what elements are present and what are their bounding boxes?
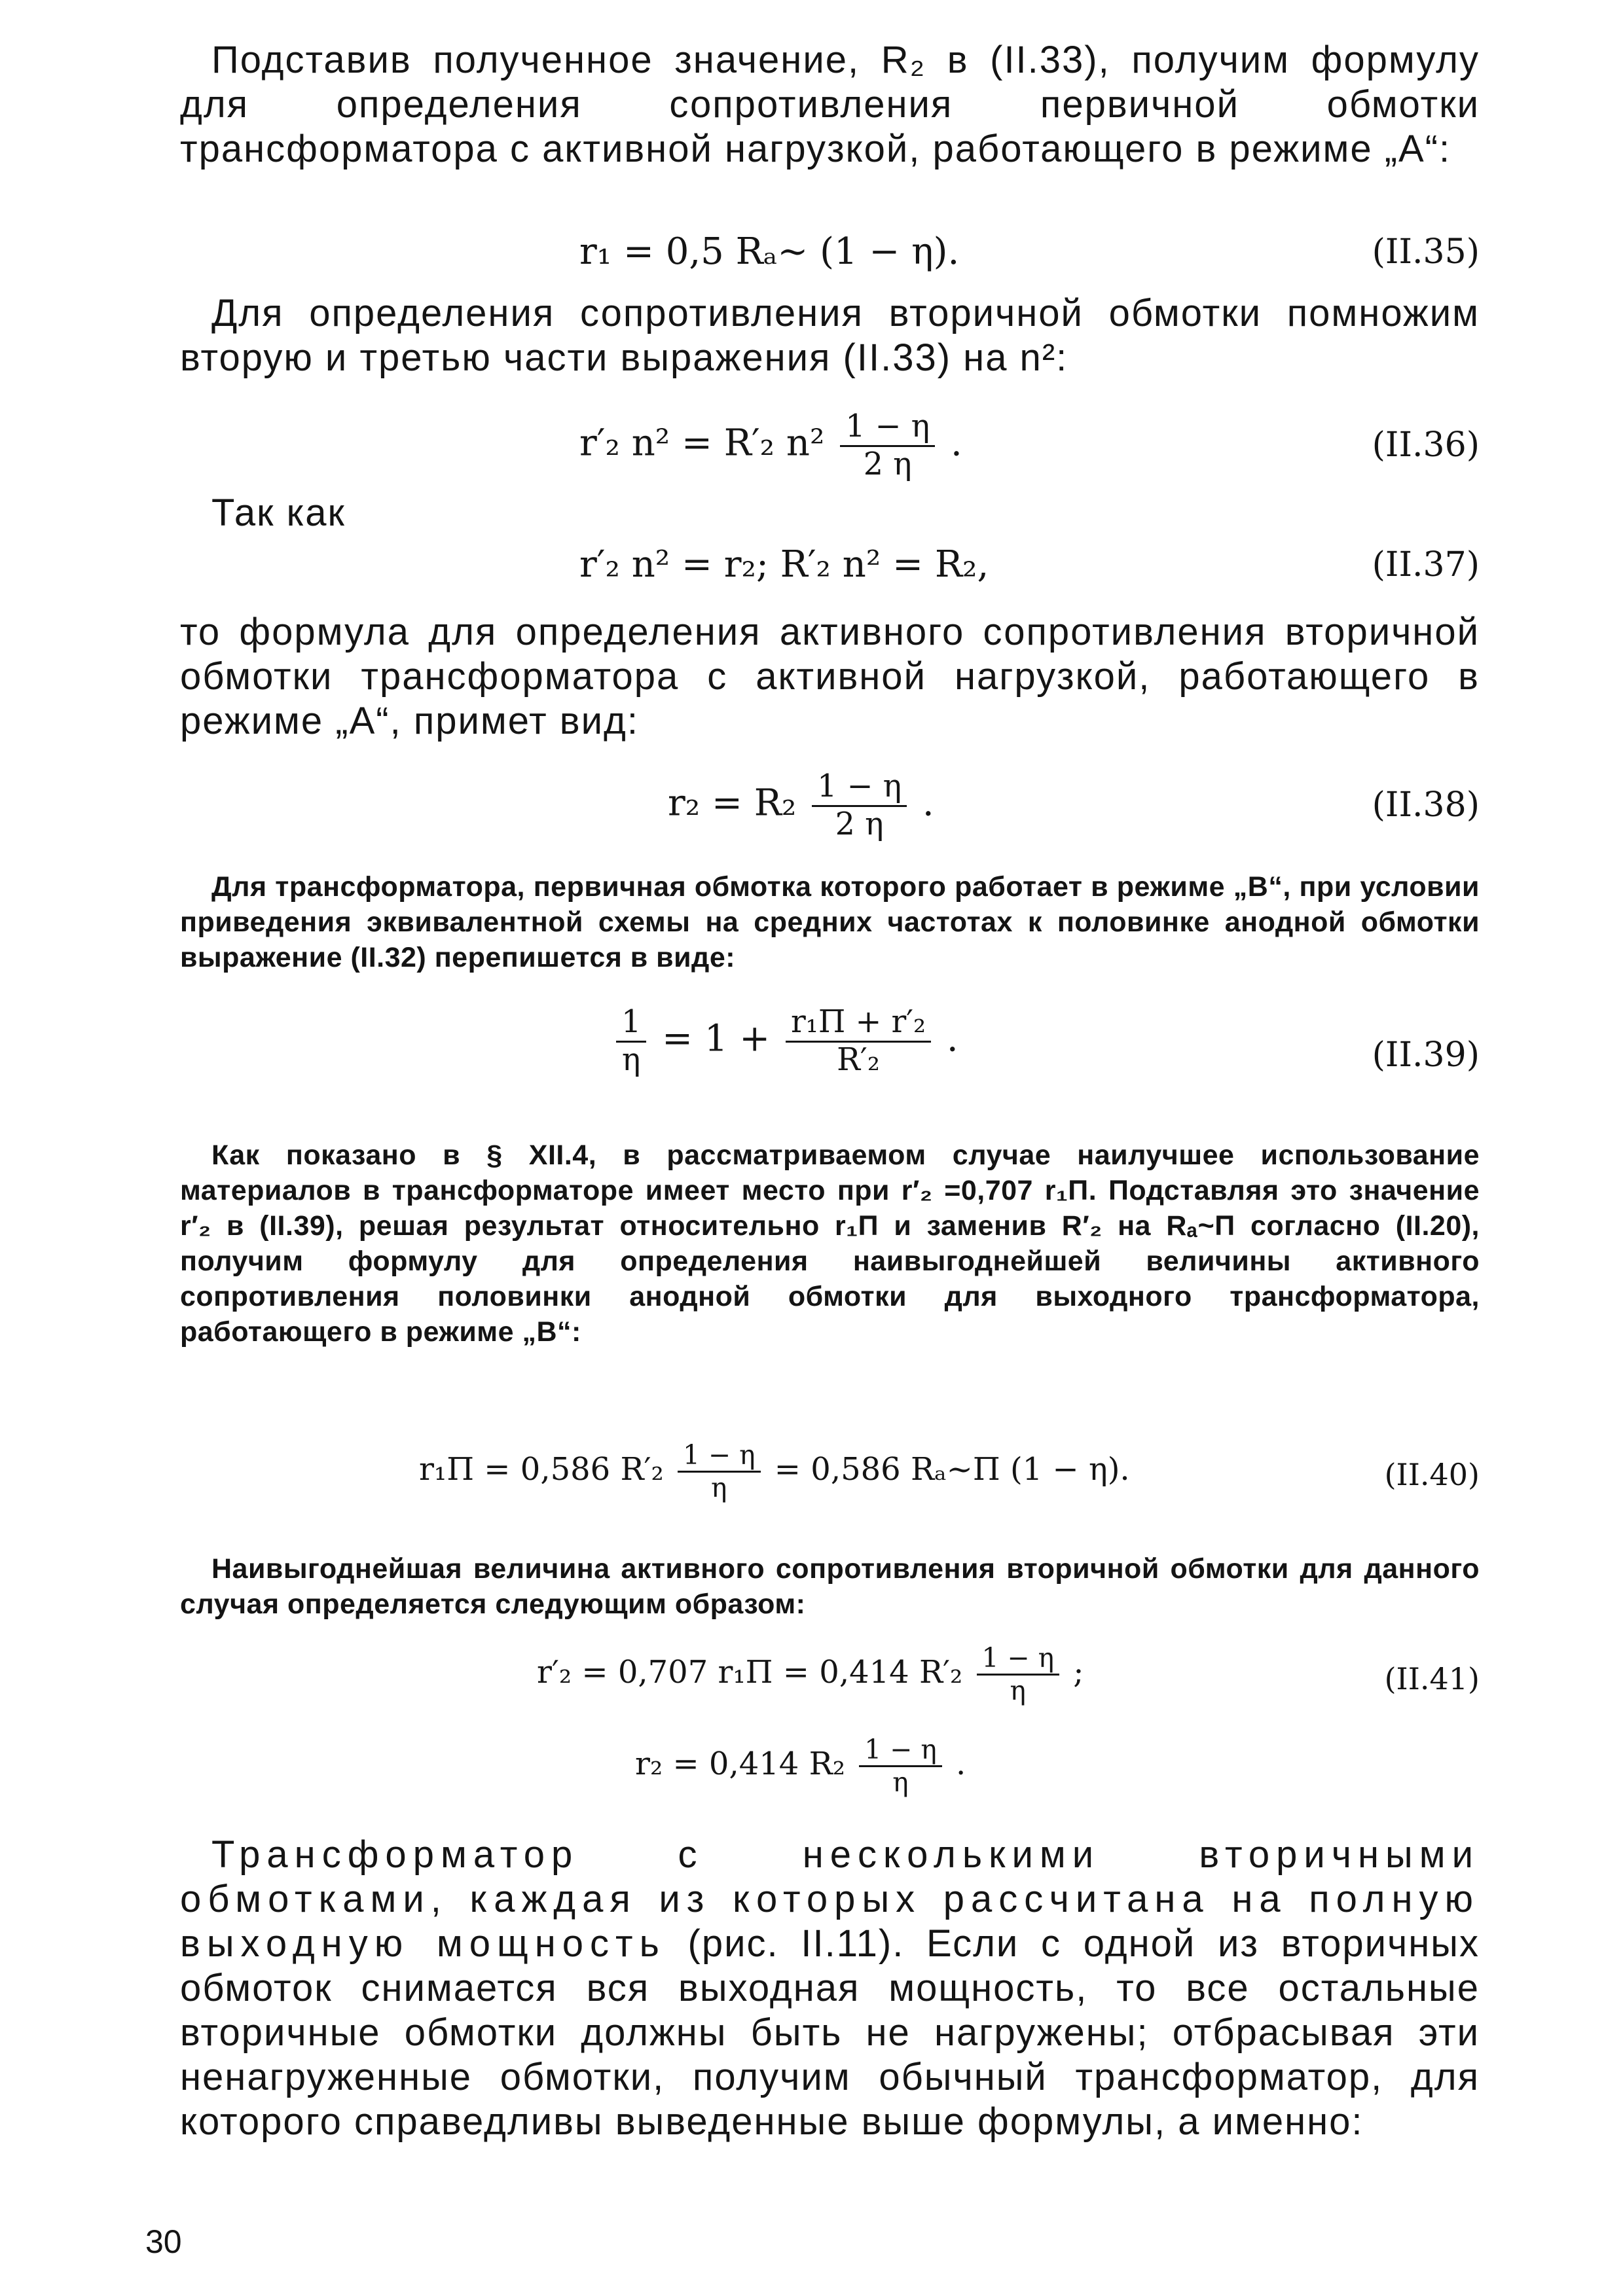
paragraph-2: Для определения сопротивления вторичной обмотки помножим вторую и третью части выражения (II.33) на n²: <box>180 292 1480 379</box>
equation-middle: = 1 + <box>662 1017 771 1060</box>
equation-formula <box>612 1005 958 1078</box>
equation-number: (II.36) <box>1372 425 1480 465</box>
equation-ii-39 <box>180 1005 1480 1116</box>
fraction-denominator: R′₂ <box>837 1041 880 1078</box>
equation-number: (II.39) <box>1372 1035 1480 1075</box>
equation-tail: . <box>950 422 962 465</box>
equation-rhs: = 0,586 Rₐ~П (1 − η). <box>774 1450 1130 1488</box>
equation-ii-36 <box>180 409 1480 481</box>
fraction-denominator: η <box>1010 1674 1026 1706</box>
equation-ii-38 <box>180 769 1480 841</box>
equation-number: (II.41) <box>1384 1661 1480 1696</box>
equation-number: (II.35) <box>1372 232 1480 272</box>
paragraph-6: Как показано в § XII.4, в рассматриваемом случае наилучшее использование материалов в трансформаторе имеет место при r′₂ =0,707 r₁П. Подставляя это значение r′₂ в (II.39), решая результат относительно r₁П и заменив R′₂ на Rₐ~П согласно (II.20), получим формулу для определения наивыгоднейшей величины активного сопротивления половинки анодной обмотки для выходного трансформатора, работающего в режиме „В“: <box>180 1139 1480 1348</box>
paragraph-8 <box>180 1833 1480 2144</box>
equation-lhs: r₂ = R₂ <box>668 781 797 825</box>
fraction-denominator: η <box>711 1471 727 1503</box>
fraction <box>786 1005 931 1078</box>
paragraph-8-body: (рис. II.11). Если с одной из вторичных обмоток снимается вся выходная мощность, то все остальные вторичные обмотки должны быть не нагружены; отбрасывая эти ненагруженные обмотки, получим обычный трансформатор, для которого справедливы выведенные выше формулы, а именно: <box>180 1922 1480 2143</box>
equation-ii-41b <box>180 1734 1480 1820</box>
paragraph-3: Так как <box>211 492 346 534</box>
equation-tail: . <box>946 1017 958 1060</box>
equation-formula: r′₂ n² = r₂; R′₂ n² = R₂, <box>579 543 989 586</box>
equation-number: (II.38) <box>1372 785 1480 825</box>
paragraph-5: Для трансформатора, первичная обмотка которого работает в режиме „В“, при условии приведения эквивалентной схемы на средних частотах к половинке анодной обмотки выражение (II.32) перепишется в виде: <box>180 871 1480 973</box>
equation-lhs: r₁П = 0,586 R′₂ <box>419 1450 664 1488</box>
equation-lhs: r′₂ = 0,707 r₁П = 0,414 R′₂ <box>537 1653 963 1691</box>
fraction-numerator: 1 − η <box>840 409 935 447</box>
paragraph-7: Наивыгоднейшая величина активного сопротивления вторичной обмотки для данного случая определяется следующим образом: <box>180 1553 1480 1620</box>
spaced-heading-text: Трансформатор с несколькими вторичными обмотками, каждая из которых рассчитана на полную выходную мощность <box>180 1833 1480 1965</box>
fraction-numerator: 1 − η <box>977 1643 1060 1676</box>
fraction-denominator: 2 η <box>863 446 912 482</box>
fraction-denominator: η <box>892 1766 909 1798</box>
equation-number: (II.40) <box>1384 1457 1480 1492</box>
fraction-numerator: 1 − η <box>812 769 907 807</box>
equation-number: (II.37) <box>1372 545 1480 584</box>
paragraph-4: то формула для определения активного сопротивления вторичной обмотки трансформатора с активной нагрузкой, работающего в режиме „А“, примет вид: <box>180 611 1480 742</box>
fraction-numerator: 1 <box>616 1005 646 1043</box>
fraction <box>678 1440 761 1503</box>
equation-formula <box>668 769 934 842</box>
equation-tail: ; <box>1073 1653 1084 1691</box>
fraction <box>812 769 907 842</box>
fraction <box>616 1005 646 1078</box>
equation-ii-41a <box>180 1643 1480 1728</box>
equation-ii-40 <box>180 1440 1480 1525</box>
page-number: 30 <box>145 2223 182 2260</box>
equation-lhs: r′₂ n² = R′₂ n² <box>579 422 825 465</box>
equation-formula <box>419 1440 1130 1503</box>
equation-formula <box>537 1643 1084 1706</box>
fraction <box>977 1643 1060 1706</box>
equation-tail: . <box>956 1745 966 1782</box>
equation-lhs: r₂ = 0,414 R₂ <box>635 1745 845 1782</box>
equation-tail: . <box>922 781 934 825</box>
fraction-denominator: η <box>621 1041 641 1078</box>
fraction-numerator: 1 − η <box>678 1440 761 1473</box>
equation-ii-37 <box>180 542 1480 614</box>
equation-formula: r₁ = 0,5 Rₐ~ (1 − η). <box>579 230 960 273</box>
fraction-numerator: r₁П + r′₂ <box>786 1005 931 1043</box>
fraction-denominator: 2 η <box>835 806 884 842</box>
paragraph-1: Подставив полученное значение, R₂ в (II.33), получим формулу для определения сопротивления первичной обмотки трансформатора с активной нагрузкой, работающего в режиме „А“: <box>180 39 1480 170</box>
fraction-numerator: 1 − η <box>859 1734 942 1767</box>
fraction <box>859 1734 942 1798</box>
equation-formula <box>635 1734 966 1798</box>
equation-ii-35 <box>180 229 1480 301</box>
fraction <box>840 409 935 482</box>
equation-formula <box>579 409 962 482</box>
